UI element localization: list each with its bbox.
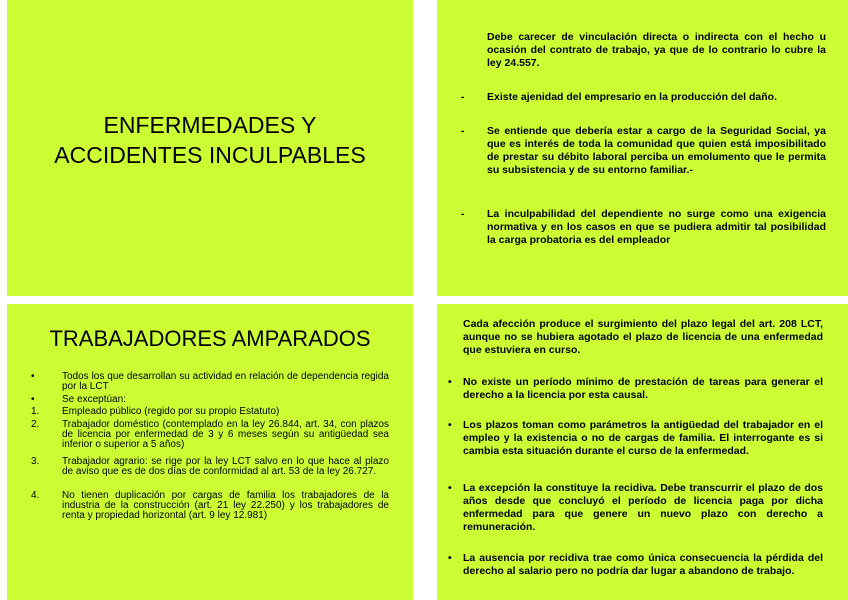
list-marker: • [448,376,452,388]
list-marker: • [31,394,35,405]
list-item: La excepción la constituye la recidiva. Debe transcurrir el plazo de dos años desde que concluyó el período de licencia paga por dicha enfermedad para que genere un nuevo plazo con derecho a remuneración. [463,482,823,533]
list-marker: 4. [31,490,40,501]
list-marker: • [448,552,452,564]
list-marker: - [461,208,465,220]
list-item: Los plazos toman como parámetros la antigüedad del trabajador en el empleo y la existencia o no de cargas de familia. El interrogante es si cambia esta situación durante el curso de la enfermedad. [463,419,823,457]
list-marker: • [31,371,35,382]
list-item: Todos los que desarrollan su actividad en relación de dependencia regida por la LCT [62,371,389,392]
list-item: Trabajador agrario: se rige por la ley LCT salvo en lo que hace al plazo de aviso que es de dos días de conformidad al art. 53 de la ley 26.727. [62,456,389,477]
list-marker: 3. [31,456,40,467]
slide-title: TRABAJADORES AMPARADOS [49,326,371,351]
list-item: La inculpabilidad del dependiente no surge como una exigencia normativa y en los casos en que se pudiera admitir tal posibilidad la carga probatoria es del empleador [487,208,826,246]
title-line-1: ENFERMEDADES Y [103,112,317,138]
title-line-2: ACCIDENTES INCULPABLES [54,142,366,168]
list-item: Empleado público (regido por su propio Estatuto) [62,406,280,417]
list-item: No existe un período mínimo de prestación de tareas para generar el derecho a la licencia por esta causal. [463,376,823,401]
list-item: Trabajador doméstico (contemplado en la ley 26.844, art. 34, con plazos de licencia por enfermedad de 3 y 6 meses según su antigüedad sea inferior o superior a 5 años) [62,419,389,450]
list-marker: - [461,91,465,103]
list-marker: • [448,419,452,431]
list-marker: - [461,125,465,137]
slide-trabajadores-amparados [7,304,413,600]
list-item: Existe ajenidad del empresario en la producción del daño. [487,91,777,103]
list-item: No tienen duplicación por cargas de familia los trabajadores de la industria de la construcción (art. 21 ley 22.250) y los trabajadores de renta y propiedad horizontal (art. 9 ley 12.981) [62,490,389,521]
list-item: Se entiende que debería estar a cargo de la Seguridad Social, ya que es interés de toda la comunidad que quien está imposibilitado de prestar su débito laboral perciba un emolumento que le permita su subsistencia y de su entorno familiar.- [487,125,826,176]
list-marker: 2. [31,419,40,430]
list-marker: 1. [31,406,40,417]
slide-requisitos [437,0,848,296]
slide-title [7,110,413,170]
list-marker: • [448,482,452,494]
intro-paragraph: Debe carecer de vinculación directa o indirecta con el hecho u ocasión del contrato de trabajo, ya que de lo contrario lo cubre la ley 24.557. [487,31,826,69]
list-item: Se exceptúan: [62,394,126,405]
intro-paragraph: Cada afección produce el surgimiento del plazo legal del art. 208 LCT, aunque no se hubiera agotado el plazo de licencia de una enfermedad que estuviera en curso. [463,318,823,356]
slide-plazos [437,304,848,600]
slide-enfermedades [7,0,413,296]
list-item: La ausencia por recidiva trae como única consecuencia la pérdida del derecho al salario pero no podría dar lugar a abandono de trabajo. [463,552,823,577]
